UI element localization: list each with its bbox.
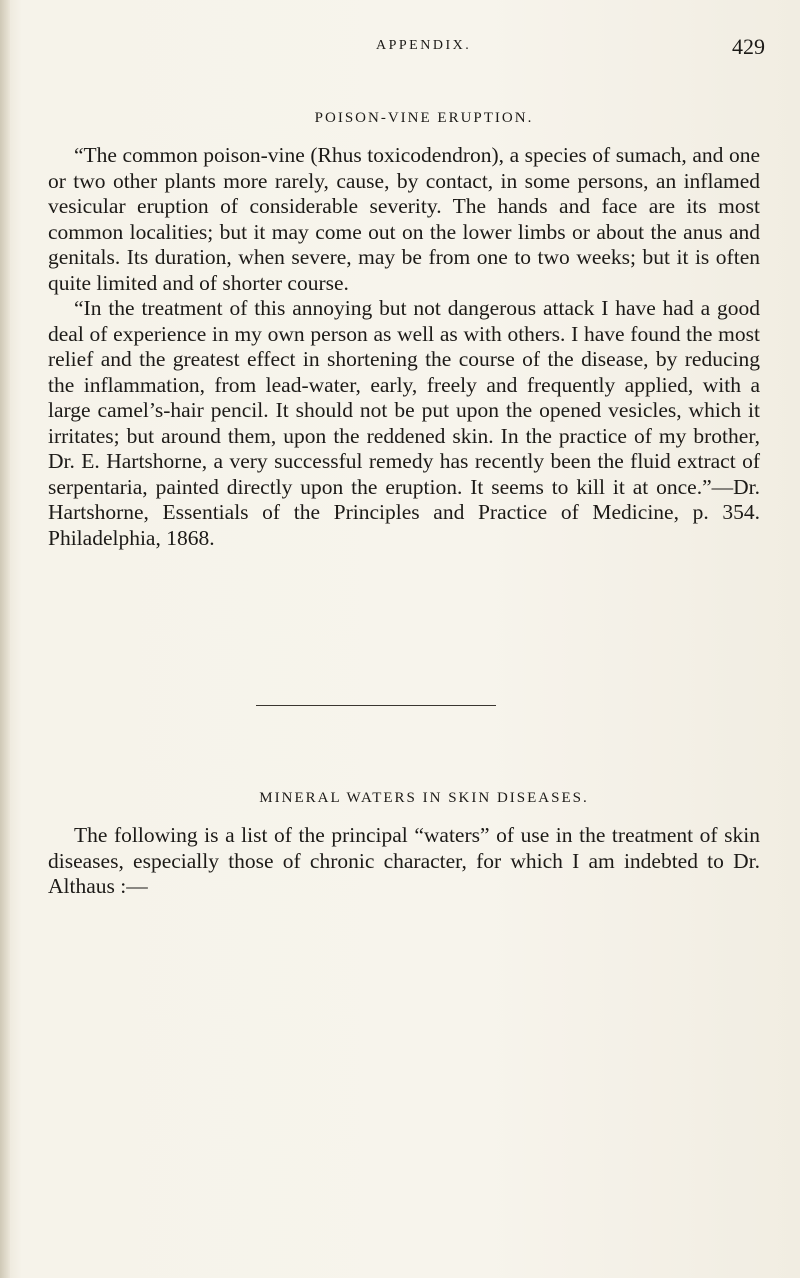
- paragraph: “In the treatment of this annoying but not dangerous attack I have had a good deal of experience in my own person as well as with others. I have found the most relief and the greatest effect in shortening the course of the disease, by reducing the inflammation, from lead-water, early, freely and frequently applied, with a large camel’s-hair pencil. It should not be put upon the opened vesicles, which it irritates; but around them, upon the reddened skin. In the practice of my brother, Dr. E. Hartshorne, a very successful remedy has recently been the fluid extract of serpentaria, painted directly upon the eruption. It seems to kill it at once.”—Dr. Hartshorne, Essentials of the Principles and Practice of Medicine, p. 354. Philadelphia, 1868.: [48, 296, 760, 550]
- running-head: [0, 34, 800, 59]
- section-poison-vine: [48, 110, 760, 551]
- section-mineral-waters: [48, 790, 760, 900]
- section-heading: MINERAL WATERS IN SKIN DISEASES.: [259, 790, 589, 806]
- section-divider: [256, 705, 496, 706]
- paragraph: The following is a list of the principal “waters” of use in the treatment of skin diseases, especially those of chronic character, for which I am indebted to Dr. Althaus :—: [48, 823, 760, 898]
- page-spine-shadow: [0, 0, 10, 1278]
- paragraph: “The common poison-vine (Rhus toxicodendron), a species of sumach, and one or two other plants more rarely, cause, by contact, in some persons, an inflamed vesicular eruption of considerable severity. The hands and face are its most common localities; but it may come out on the lower limbs or about the anus and genitals. Its duration, when severe, may be from one to two weeks; but it is often quite limited and of shorter course.: [48, 143, 760, 295]
- section-heading: POISON-VINE ERUPTION.: [314, 110, 534, 126]
- running-title: APPENDIX.: [376, 38, 472, 53]
- page-number: 429: [732, 34, 765, 59]
